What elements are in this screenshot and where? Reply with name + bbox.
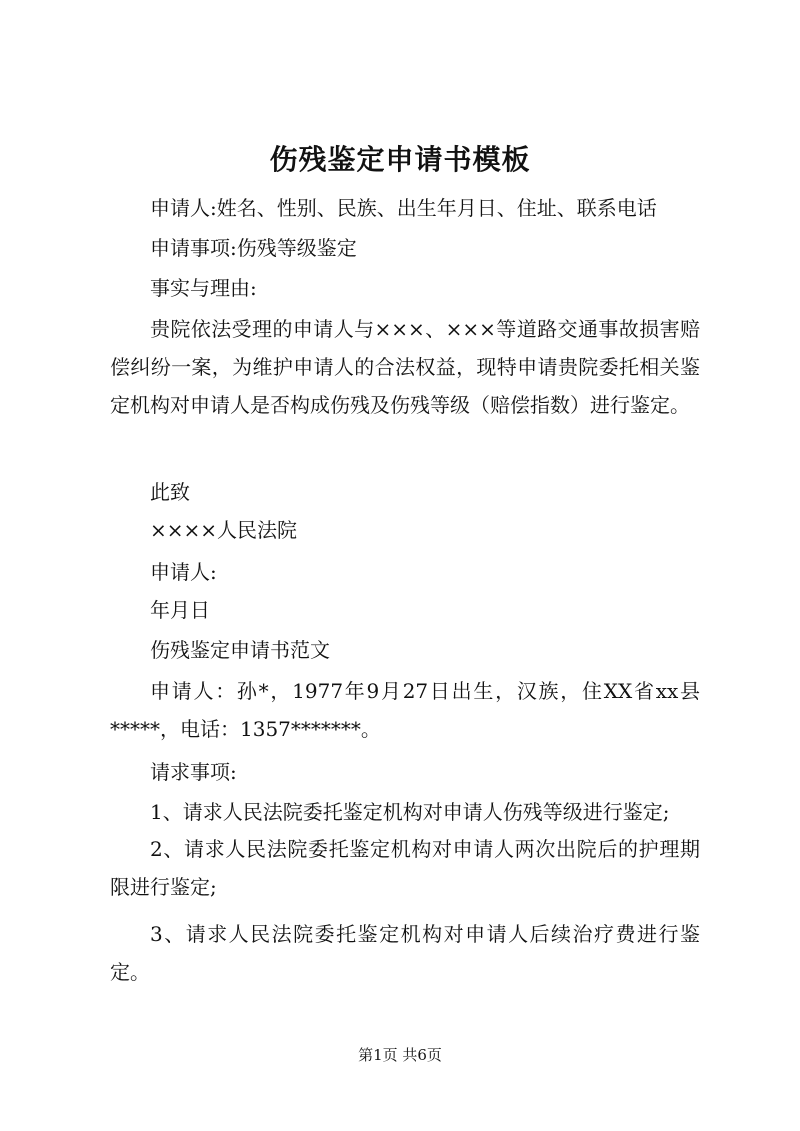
facts-heading: 事实与理由: [150, 276, 257, 300]
court-name-line: ××××人民法院 [150, 518, 298, 542]
sample-applicant-paragraph: 申请人：孙*，1977年9月27日出生，汉族，住XX省xx县*****，电话：1357*******。 [110, 679, 700, 741]
request-item-2: 2、请求人民法院委托鉴定机构对申请人两次出院后的护理期限进行鉴定; [110, 837, 700, 899]
request-item-3: 3、请求人民法院委托鉴定机构对申请人后续治疗费进行鉴定。 [110, 922, 700, 984]
date-label: 年月日 [150, 598, 210, 622]
document-title: 伤残鉴定申请书模板 [269, 143, 531, 176]
salutation-line: 此致 [150, 480, 190, 504]
request-item-1: 1、请求人民法院委托鉴定机构对申请人伤残等级进行鉴定; [150, 800, 670, 824]
applicant-info-line: 申请人:姓名、性别、民族、出生年月日、住址、联系电话 [150, 196, 657, 220]
request-item-line: 申请事项:伤残等级鉴定 [150, 236, 357, 260]
signature-label: 申请人: [150, 560, 217, 584]
requests-heading: 请求事项: [150, 760, 237, 784]
facts-body-paragraph: 贵院依法受理的申请人与×××、×××等道路交通事故损害赔偿纠纷一案，为维护申请人的合法权益，现特申请贵院委托相关鉴定机构对申请人是否构成伤残及伤残等级（赔偿指数）进行鉴定。 [110, 317, 700, 417]
sample-heading: 伤残鉴定申请书范文 [150, 638, 330, 662]
page-number-footer: 第1页 共6页 [358, 1046, 442, 1064]
